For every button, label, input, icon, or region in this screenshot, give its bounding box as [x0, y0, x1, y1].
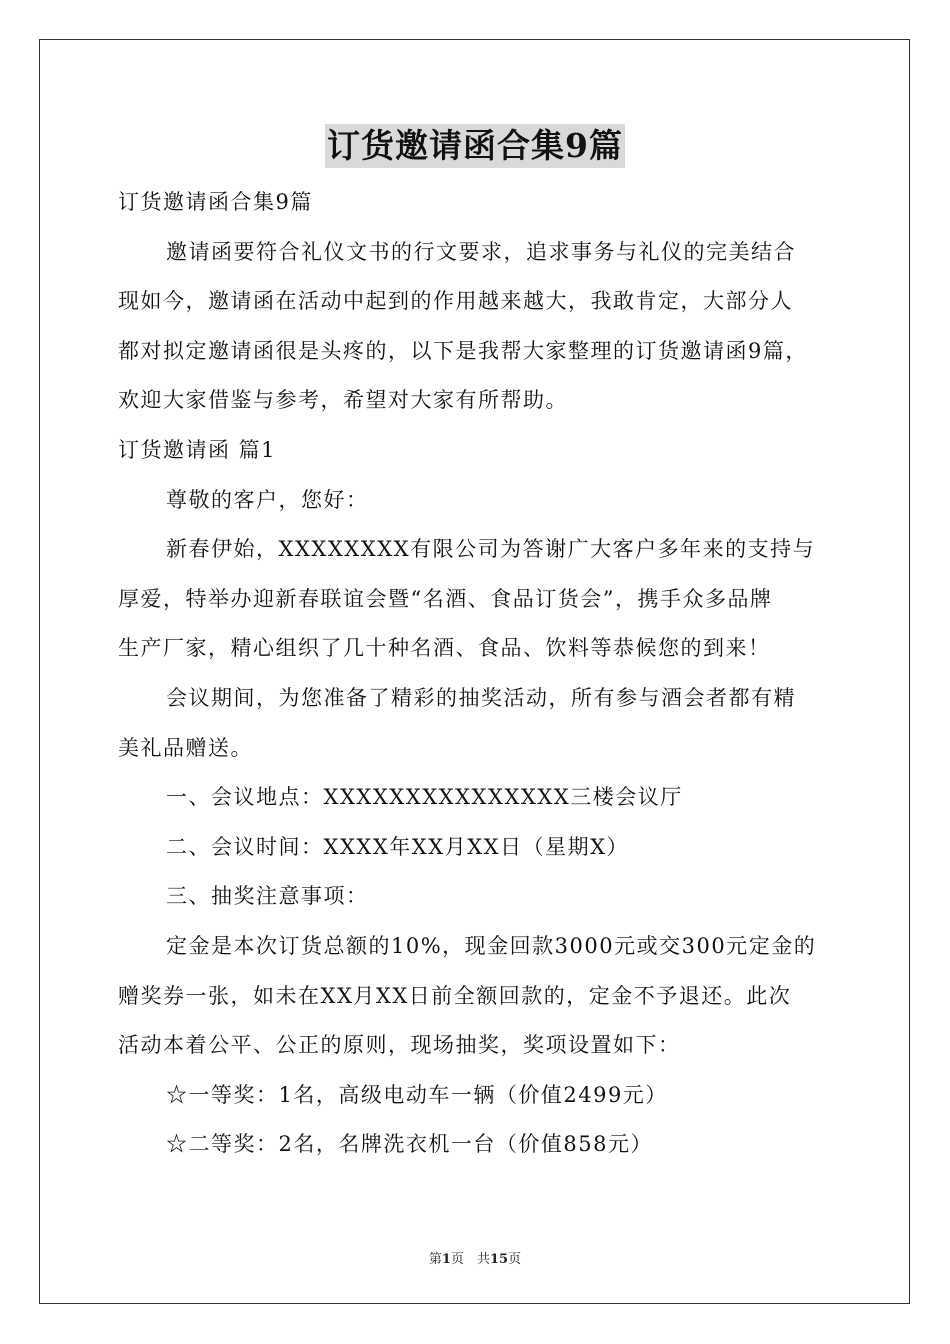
body-line: 订货邀请函合集9篇 [118, 190, 313, 214]
body-line: 定金是本次订货总额的10%，现金回款3000元或交300元定金的 [166, 933, 817, 958]
body-line: 欢迎大家借鉴与参考，希望对大家有所帮助。 [118, 388, 568, 413]
body-line: 赠奖券一张，如未在XX月XX日前全额回款的，定金不予退还。此次 [118, 983, 792, 1008]
footer-total-pages: 15 [489, 1252, 509, 1267]
body-line: 三、抽奖注意事项： [166, 884, 369, 909]
title-container [0, 124, 950, 168]
body-line: 都对拟定邀请函很是头疼的，以下是我帮大家整理的订货邀请函9篇， [118, 338, 808, 363]
footer-current-page: 1 [441, 1252, 451, 1267]
body-line: 美礼品赠送。 [118, 735, 253, 760]
footer-suffix: 页 [508, 1252, 522, 1267]
body-line: ☆一等奖：1名，高级电动车一辆（价值2499元） [166, 1082, 668, 1107]
body-line: ☆二等奖：2名，名牌洗衣机一台（价值858元） [166, 1132, 653, 1157]
body-line: 厚爱，特举办迎新春联谊会暨“名酒、食品订货会”，携手众多品牌 [118, 586, 773, 611]
body-line: 邀请函要符合礼仪文书的行文要求，追求事务与礼仪的完美结合 [166, 239, 796, 264]
body-line: 生产厂家，精心组织了几十种名酒、食品、饮料等恭候您的到来！ [118, 636, 771, 661]
body-line: 订货邀请函 篇1 [118, 437, 277, 462]
body-line: 尊敬的客户，您好： [166, 487, 369, 512]
body-line: 一、会议地点：XXXXXXXXXXXXXXX三楼会议厅 [166, 785, 683, 810]
body-line: 二、会议时间：XXXX年XX月XX日（星期X） [166, 834, 630, 859]
document-body [118, 178, 840, 1170]
body-line: 新春伊始，XXXXXXXX有限公司为答谢广大客户多年来的支持与 [166, 537, 816, 562]
document-title: 订货邀请函合集9篇 [325, 124, 625, 168]
body-line: 会议期间，为您准备了精彩的抽奖活动，所有参与酒会者都有精 [166, 685, 796, 710]
footer-prefix: 第 [428, 1252, 442, 1267]
page-footer [0, 1248, 950, 1267]
body-line: 活动本着公平、公正的原则，现场抽奖，奖项设置如下： [118, 1033, 681, 1058]
body-line: 现如今，邀请函在活动中起到的作用越来越大，我敢肯定，大部分人 [118, 289, 793, 314]
footer-mid: 页 共 [450, 1252, 490, 1267]
